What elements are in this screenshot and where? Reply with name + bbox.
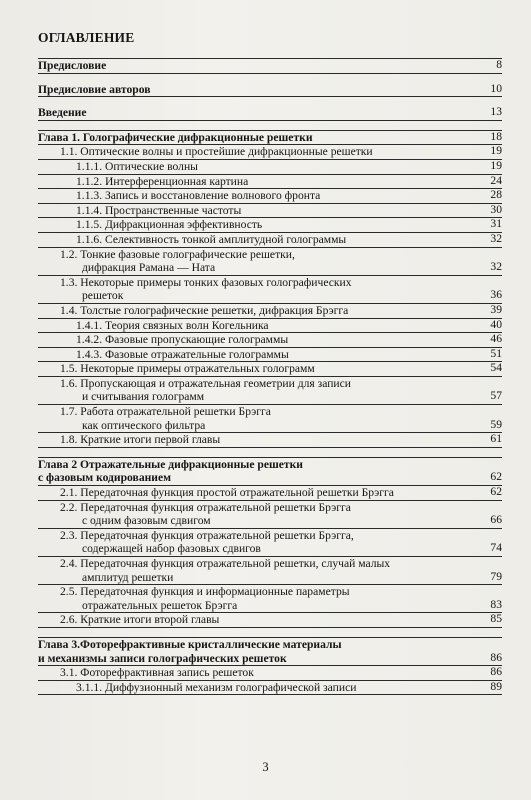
toc-entry-page: 89: [490, 679, 502, 693]
toc-entry-text: 1.5. Некоторые примеры отражательных голограмм: [60, 362, 315, 376]
toc-entry-text: 2.5. Передаточная функция и информационные параметры: [60, 585, 350, 599]
toc-section-entry: [38, 319, 502, 334]
toc-entry-title: [38, 204, 502, 218]
toc-entry-text: 1.7. Работа отражательной решетки Брэгга: [60, 405, 271, 419]
toc-entry-title: [38, 405, 502, 432]
toc-entry-title: [38, 233, 502, 247]
toc-entry-page: 19: [490, 144, 502, 158]
toc-entry-text: 1.4. Толстые голографические решетки, дифракция Брэгга: [60, 303, 349, 317]
toc-section-entry: [38, 613, 502, 628]
toc-entry-page: 86: [490, 665, 502, 679]
toc-entry-title: [38, 319, 502, 333]
toc-entry-text: 1.1.6. Селективность тонкой амплитудной голограммы: [76, 232, 347, 246]
toc-entry-title: [38, 486, 502, 500]
toc-entry-page: 32: [490, 260, 502, 274]
toc-entry-title: [38, 638, 502, 665]
toc-entry-continuation: содержащей набор фазовых сдвигов: [82, 542, 261, 556]
toc-entry-text: 3.1. Фоторефрактивная запись решеток: [60, 666, 254, 680]
toc-entry-text: 2.6. Краткие итоги второй главы: [60, 613, 220, 627]
toc-entry-title: [38, 681, 502, 695]
toc-entry-title: [38, 189, 502, 203]
toc-entry-text: 1.6. Пропускающая и отражательная геометрии для записи: [60, 376, 351, 390]
toc-entry-text: Предисловие: [38, 59, 107, 72]
toc-entry-continuation: с фазовым кодированием: [38, 471, 172, 485]
toc-entry-page: 40: [490, 317, 502, 331]
toc-entry-title: [38, 529, 502, 556]
toc-section-entry: [38, 218, 502, 233]
toc-section-entry: [38, 585, 502, 613]
toc-entry-page: 18: [490, 129, 502, 143]
toc-entry-title: [38, 160, 502, 174]
toc-entry-title: [38, 131, 502, 145]
toc-chapter-entry: [38, 457, 502, 486]
toc-entry-page: 46: [490, 332, 502, 346]
toc-chapter-entry: [38, 130, 502, 146]
toc-entry-page: 30: [490, 202, 502, 216]
toc-entry-continuation: и считывания голограмм: [82, 390, 205, 404]
toc-entry-page: 19: [490, 158, 502, 172]
toc-entry-title: [38, 613, 502, 627]
toc-entry-page: 62: [490, 485, 502, 499]
toc-entry-page: 10: [490, 81, 502, 95]
toc-entry-text: 1.4.1. Теория связных волн Когельника: [76, 318, 269, 332]
toc-entry-text: 1.1. Оптические волны и простейшие дифракционные решетки: [60, 145, 373, 159]
toc-entry-page: 13: [490, 105, 502, 119]
toc-section-entry: [38, 189, 502, 204]
toc-entry-title: [38, 377, 502, 404]
toc-entry-title: [38, 585, 502, 612]
toc-entry-page: 74: [490, 541, 502, 555]
toc-entry-page: 32: [490, 231, 502, 245]
toc-entry-text: Глава 2 Отражательные дифракционные решетки: [38, 457, 303, 471]
toc-entry-page: 79: [490, 569, 502, 583]
toc-section-entry: [38, 433, 502, 448]
toc-section-entry: [38, 405, 502, 433]
toc-entry-text: 1.1.1. Оптические волны: [76, 159, 198, 173]
toc-entry-page: 24: [490, 173, 502, 187]
toc-entry-title: [38, 458, 502, 485]
toc-chapter-entry: [38, 83, 502, 98]
toc-entry-page: 86: [490, 650, 502, 664]
toc-entry-page: 54: [490, 361, 502, 375]
toc-entry-page: 28: [490, 188, 502, 202]
toc-entry-title: [38, 501, 502, 528]
toc-entry-page: 61: [490, 432, 502, 446]
toc-entry-text: 2.2. Передаточная функция отражательной решетки Брэгга: [60, 500, 351, 514]
page-number: 3: [262, 760, 269, 774]
toc-entry-page: 85: [490, 612, 502, 626]
toc-section-entry: [38, 557, 502, 585]
toc-entry-page: 66: [490, 513, 502, 527]
toc-section-entry: [38, 333, 502, 348]
toc-entry-continuation: амплитуд решетки: [82, 570, 174, 584]
toc-entry-continuation: решеток: [82, 289, 124, 303]
toc-entry-text: 2.1. Передаточная функция простой отражательной решетки Брэгга: [60, 486, 394, 500]
toc-section-entry: [38, 666, 502, 681]
toc-section-entry: [38, 529, 502, 557]
toc-entry-text: 1.1.3. Запись и восстановление волнового фронта: [76, 189, 321, 203]
toc-entry-page: 62: [490, 470, 502, 484]
toc-entry-page: 51: [490, 346, 502, 360]
toc-entry-title: [38, 333, 502, 347]
toc-entry-page: 83: [490, 597, 502, 611]
toc-entry-continuation: с одним фазовым сдвигом: [82, 514, 211, 528]
toc-entry-title: [38, 348, 502, 362]
toc-section-entry: [38, 486, 502, 501]
toc-entry-title: [38, 304, 502, 318]
toc-entry-title: [38, 276, 502, 303]
toc-entry-title: [38, 557, 502, 584]
toc-entry-text: 1.4.2. Фазовые пропускающие голограммы: [76, 333, 289, 347]
toc-entry-title: [38, 106, 502, 120]
toc-entry-continuation: дифракция Рамана — Ната: [82, 261, 216, 275]
toc-section-entry: [38, 248, 502, 276]
toc-entry-title: [38, 362, 502, 376]
toc-section-entry: [38, 233, 502, 248]
toc-entry-text: 1.1.4. Пространственные частоты: [76, 203, 242, 217]
toc-entry-text: 3.1.1. Диффузионный механизм голографической записи: [76, 680, 357, 694]
toc-entry-text: Предисловие авторов: [38, 82, 151, 96]
toc-entry-text: 2.3. Передаточная функция отражательной решетки Брэгга,: [60, 528, 354, 542]
toc-section-entry: [38, 362, 502, 377]
toc-section-entry: [38, 377, 502, 405]
toc-section-entry: [38, 276, 502, 304]
toc-heading: ОГЛАВЛЕНИЕ: [38, 30, 135, 45]
toc-entry-text: 1.3. Некоторые примеры тонких фазовых голографических: [60, 275, 352, 289]
toc-section-entry: [38, 175, 502, 190]
toc-section-entry: [38, 681, 502, 696]
toc-entry-page: 57: [490, 389, 502, 403]
toc-entry-title: [38, 83, 502, 97]
toc-entry-title: [38, 666, 502, 680]
toc-entry-text: Введение: [38, 106, 87, 120]
toc-entry-title: [38, 248, 502, 275]
toc-section-entry: [38, 145, 502, 160]
toc-entry-title: [38, 218, 502, 232]
toc-section-entry: [38, 348, 502, 363]
toc-chapter-entry: [38, 637, 502, 666]
toc-section-entry: [38, 204, 502, 219]
toc-entry-title: [38, 175, 502, 189]
toc-section-entry: [38, 304, 502, 319]
toc-chapter-entry: [38, 106, 502, 121]
toc-entry-page: 31: [490, 217, 502, 231]
toc-entry-text: Глава 1. Голографические дифракционные решетки: [38, 130, 313, 144]
toc-entry-text: 1.1.5. Дифракционная эффективность: [76, 218, 263, 232]
toc-entry-continuation: отражательных решеток Брэгга: [82, 598, 238, 612]
toc-entry-continuation: и механизмы записи голографических решеток: [38, 651, 287, 665]
toc-entry-title: [38, 433, 502, 447]
toc-section-entry: [38, 501, 502, 529]
toc-entry-title: [38, 145, 502, 159]
toc-entry-text: 1.4.3. Фазовые отражательные голограммы: [76, 347, 289, 361]
toc-entry-text: 1.8. Краткие итоги первой главы: [60, 433, 221, 447]
toc-entry-text: 1.1.2. Интерференционная картина: [76, 174, 249, 188]
toc-entry-text: 1.2. Тонкие фазовые голографические решетки,: [60, 247, 295, 261]
toc-entry-text: Глава 3.Фоторефрактивные кристаллические материалы: [38, 637, 342, 651]
toc-entry-page: 36: [490, 288, 502, 302]
toc-entry-page: 59: [490, 417, 502, 431]
toc-entry-text: 2.4. Передаточная функция отражательной решетки, случай малых: [60, 557, 391, 570]
toc-entry-page: 8: [496, 58, 502, 71]
toc-section-entry: [38, 160, 502, 175]
toc-chapter-entry: [38, 58, 502, 74]
toc-entry-page: 39: [490, 302, 502, 316]
toc-entry-title: [38, 59, 502, 73]
table-of-contents: [38, 58, 502, 695]
toc-entry-continuation: как оптического фильтра: [82, 418, 206, 432]
